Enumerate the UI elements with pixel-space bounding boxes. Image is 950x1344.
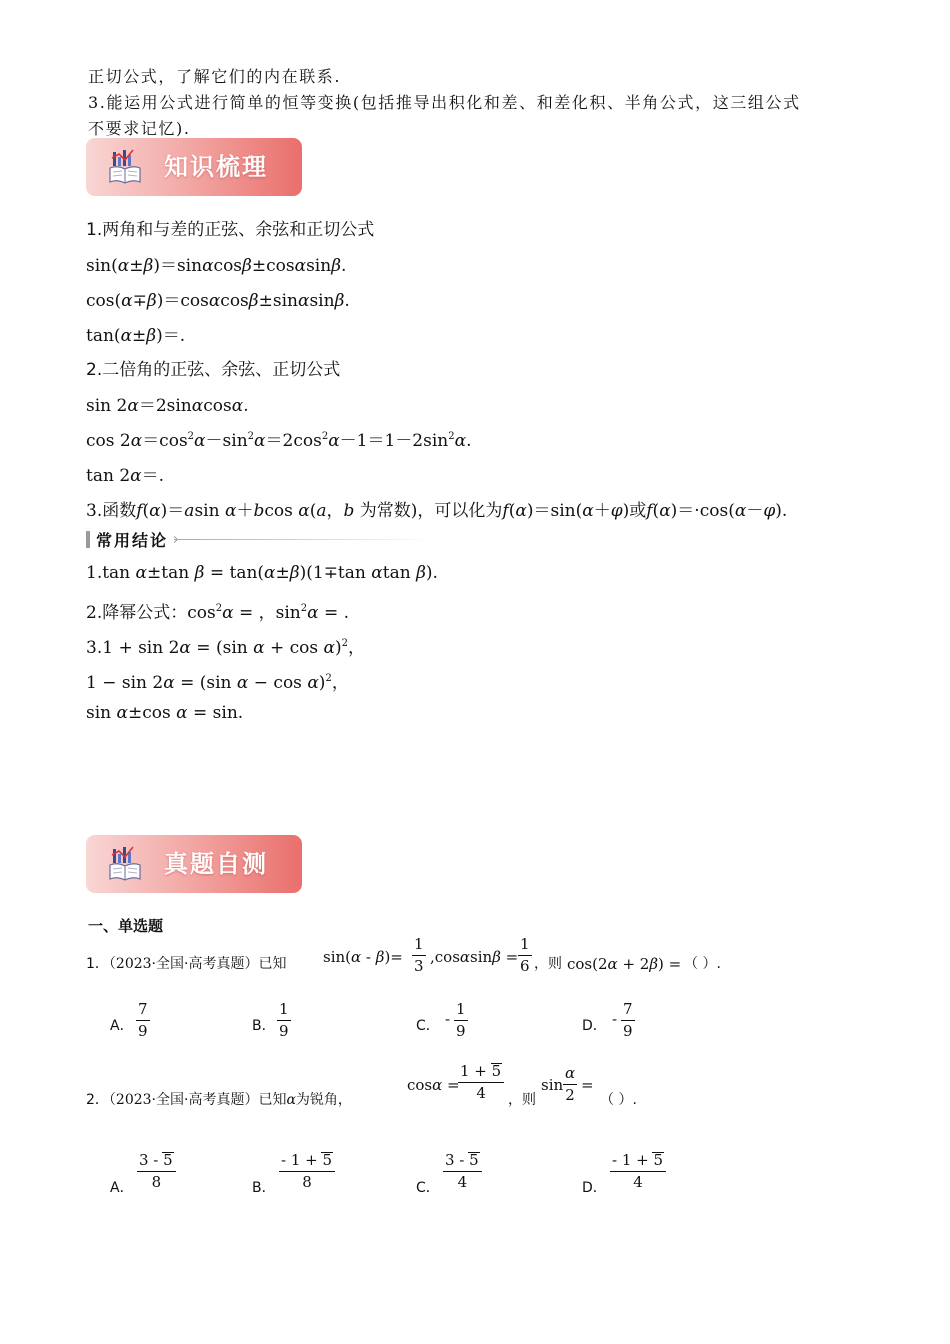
- conclusion-2: 2.降幂公式：$\cos^2\alpha$ = ，$\sin^2\alpha$ = .: [86, 603, 350, 623]
- intro-line-1: 正切公式，了解它们的内在联系.: [88, 67, 342, 86]
- q1-frac-1-6: $\frac{1}{6}$: [520, 935, 530, 975]
- q1-option-a[interactable]: A．: [110, 1018, 134, 1034]
- q1-expr-sin: sin(α - β)=: [323, 948, 403, 966]
- formula-auxiliary-angle: 3.函数f(α)＝asin α＋bcos α(a，b 为常数)，可以化为f(α)＝sin(α＋φ)或f(α)＝·cos(α－φ).: [86, 501, 788, 521]
- book-chart-icon: [108, 845, 142, 887]
- formula-cos-sum: cos(α∓β)＝cosαcosβ±sinαsinβ.: [86, 291, 350, 311]
- formula-heading-1: 1.两角和与差的正弦、余弦和正切公式: [86, 220, 375, 240]
- q2-expr-cos: cosα =: [407, 1076, 460, 1094]
- formula-tan-sum: tan(α±β)＝.: [86, 326, 186, 346]
- formula-heading-2: 2.二倍角的正弦、余弦、正切公式: [86, 360, 341, 380]
- formula-sin-double: sin 2α＝2sinαcosα.: [86, 396, 249, 416]
- q2-option-c[interactable]: C．: [416, 1180, 440, 1196]
- q2-eq: =: [581, 1076, 594, 1094]
- banner-title: 知识梳理: [164, 153, 268, 181]
- q1-option-d-value: $\frac{7}{9}$: [623, 1000, 633, 1040]
- q1-expr-cos: ,cosαsinβ =: [430, 948, 519, 966]
- q1-option-d[interactable]: D．: [582, 1018, 607, 1034]
- q1-expr-target: cos(2α + 2β) =: [567, 955, 682, 973]
- q1-option-a-value: $\frac{7}{9}$: [138, 1000, 148, 1040]
- q2-frac-half: $\frac{\alpha}{2}$: [565, 1064, 576, 1104]
- formula-cos-double: $\cos 2\alpha=\cos^2\alpha-\sin^2\alpha=2\cos^2\alpha-1=1-2\sin^2\alpha$.: [86, 431, 472, 451]
- conclusion-5: sin α±cos α = sin.: [86, 703, 244, 723]
- q1-option-b-value: $\frac{1}{9}$: [279, 1000, 289, 1040]
- q2-option-d-value: $\frac{- 1 + 5}{4}$: [610, 1152, 666, 1190]
- q2-frac-cos: $\frac{1 + 5}{4}$: [458, 1063, 504, 1101]
- q1-option-c-sign: -: [445, 1010, 451, 1028]
- q2-option-a-value: $\frac{3 - 5}{8}$: [137, 1152, 176, 1190]
- intro-line-3: 不要求记忆).: [88, 119, 191, 138]
- q1-frac-1-3: $\frac{1}{3}$: [414, 935, 424, 975]
- q2-end: （ ）.: [600, 1092, 637, 1108]
- q2-option-d[interactable]: D．: [582, 1180, 607, 1196]
- q2-option-c-value: $\frac{3 - 5}{4}$: [443, 1152, 482, 1190]
- question-2-text: 2．（2023·全国·高考真题）已知α为锐角，: [86, 1092, 352, 1108]
- banner-title: 真题自测: [164, 850, 268, 878]
- formula-tan-double: tan 2α＝.: [86, 466, 165, 486]
- accent-bar: [86, 531, 90, 548]
- intro-line-2: 3.能运用公式进行简单的恒等变换(包括推导出积化和差、和差化积、半角公式，这三组公式: [88, 93, 801, 112]
- q1-option-c-value: $\frac{1}{9}$: [456, 1000, 466, 1040]
- divider: [174, 539, 434, 540]
- section-banner-exam: [86, 835, 302, 893]
- section-banner-knowledge: [86, 138, 302, 196]
- q2-option-b-value: $\frac{- 1 + 5}{8}$: [279, 1152, 335, 1190]
- conclusion-1: 1.tan α±tan β = tan(α±β)(1∓tan αtan β).: [86, 563, 438, 583]
- q1-option-b[interactable]: B．: [252, 1018, 276, 1034]
- q2-option-a[interactable]: A．: [110, 1180, 134, 1196]
- q2-option-b[interactable]: B．: [252, 1180, 276, 1196]
- conclusion-4: 1 − sin 2α = (sin α − cos α)$^2$，: [86, 673, 349, 693]
- conclusion-title: 常用结论: [96, 531, 169, 550]
- q1-option-c[interactable]: C．: [416, 1018, 440, 1034]
- section-single-choice: 一、单选题: [88, 917, 164, 935]
- question-1-text: 1．（2023·全国·高考真题）已知: [86, 956, 287, 972]
- q1-then: ，则: [534, 956, 562, 972]
- q1-end: （ ）.: [684, 956, 721, 972]
- formula-sin-sum: sin(α±β)＝sinαcosβ±cosαsinβ.: [86, 256, 347, 276]
- conclusion-3: 3.1 + sin 2α = (sin α + cos α)$^2$，: [86, 638, 366, 658]
- q2-expr-sin: sin: [541, 1076, 564, 1094]
- q2-then: ，则: [508, 1092, 536, 1108]
- q1-option-d-sign: -: [612, 1010, 618, 1028]
- book-chart-icon: [108, 148, 142, 190]
